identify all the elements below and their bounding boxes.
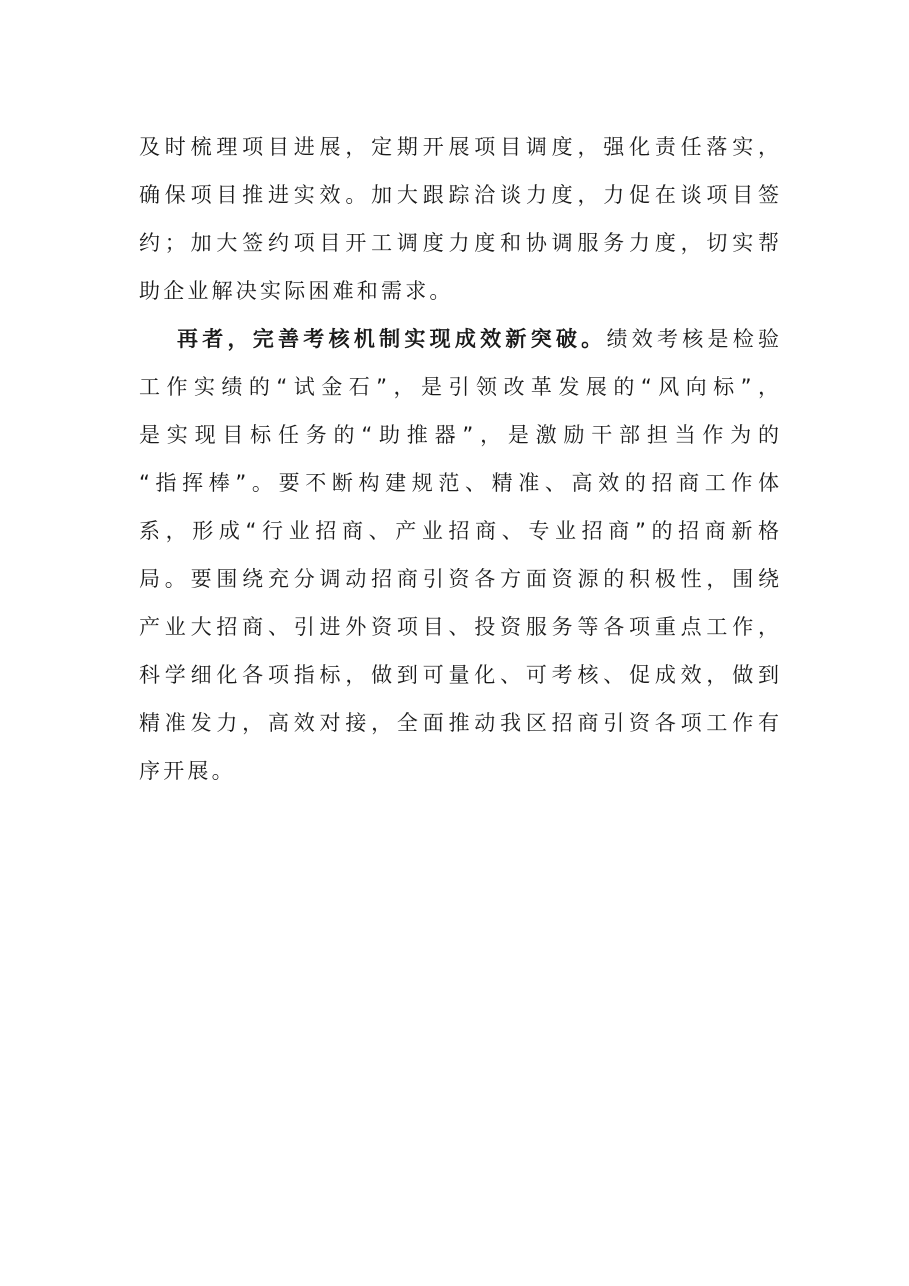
- text-line: 及时梳理项目进展，定期开展项目调度，强化责任落实，: [139, 135, 779, 159]
- paragraph-lead-text: 绩效考核是检验: [606, 327, 780, 351]
- paragraph-heading: 再者，完善考核机制实现成效新突破。: [177, 327, 607, 351]
- paragraph-project-progress: [139, 123, 779, 315]
- text-line: 是实现目标任务的“助推器”，是激励干部担当作为的: [139, 423, 779, 447]
- paragraph-assessment-mechanism: [139, 315, 779, 795]
- text-line: 确保项目推进实效。加大跟踪洽谈力度，力促在谈项目签: [139, 183, 779, 207]
- text-line: 产业大招商、引进外资项目、投资服务等各项重点工作，: [139, 615, 779, 639]
- text-line: 约；加大签约项目开工调度力度和协调服务力度，切实帮: [139, 231, 779, 255]
- text-line-lead: [139, 315, 779, 363]
- text-line: “指挥棒”。要不断构建规范、精准、高效的招商工作体: [139, 471, 779, 495]
- text-line: 系，形成“行业招商、产业招商、专业招商”的招商新格: [139, 519, 779, 543]
- text-line: 精准发力，高效对接，全面推动我区招商引资各项工作有: [139, 711, 779, 735]
- text-line: 工作实绩的“试金石”，是引领改革发展的“风向标”，: [139, 375, 779, 399]
- text-line: 序开展。: [139, 759, 236, 783]
- text-line: 助企业解决实际困难和需求。: [139, 279, 454, 303]
- text-line: 科学细化各项指标，做到可量化、可考核、促成效，做到: [139, 663, 779, 687]
- document-body: [139, 123, 779, 795]
- text-line: 局。要围绕充分调动招商引资各方面资源的积极性，围绕: [139, 567, 779, 591]
